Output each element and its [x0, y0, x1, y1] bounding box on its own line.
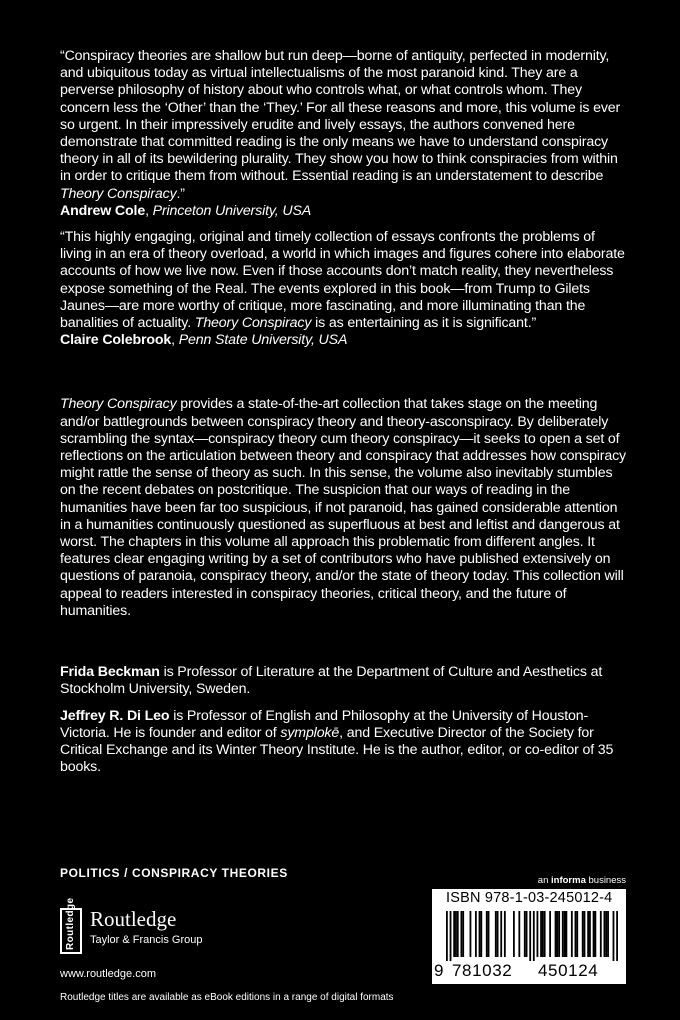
endorser-name: Andrew Cole	[60, 202, 146, 219]
barcode-bar	[457, 911, 459, 957]
barcode-bar	[470, 911, 472, 957]
barcode-bar	[587, 911, 589, 957]
barcode-bar	[607, 911, 609, 957]
barcode-bar	[589, 911, 591, 957]
barcode-bar	[497, 911, 499, 957]
publisher-name: Routledge	[90, 907, 177, 931]
endorser-name: Claire Colebrook	[60, 332, 172, 349]
barcode-bar	[571, 911, 573, 957]
barcode-bar	[446, 911, 448, 961]
barcode-bar	[518, 911, 520, 957]
barcode-bar	[475, 911, 477, 957]
barcode-bar	[555, 911, 557, 957]
ebook-note: Routledge titles are available as eBook editions in a range of digital formats	[60, 992, 394, 1003]
barcode-bar	[450, 911, 452, 961]
barcode-bar	[593, 911, 595, 957]
barcode-bar	[605, 911, 607, 957]
barcode-bar	[613, 911, 615, 961]
barcode-bar	[480, 911, 482, 957]
isbn-barcode: ISBN 978-1-03-245012-4 9 781032 450124	[432, 889, 626, 984]
barcode-bar	[558, 911, 560, 957]
publisher-url[interactable]: www.routledge.com	[60, 968, 156, 980]
barcode-bar	[562, 911, 564, 957]
isbn-label: ISBN 978-1-03-245012-4	[446, 890, 613, 906]
barcode-bar	[556, 911, 558, 957]
barcode-bar	[542, 911, 544, 957]
barcode-bar	[582, 911, 584, 957]
barcode-bar	[462, 911, 464, 957]
barcode-bar	[529, 911, 531, 961]
barcode-bar	[488, 911, 490, 957]
book-description: Theory Conspiracy provides a state-of-the-art collection that takes stage on the meeting and/or battlegrounds between conspiracy theory and theory-asconspiracy. By deliberately scrambling the syntax—conspiracy theory cum theory conspiracy—it seeks to open a set of reflections on the articulation between theory and conspiracy that addresses how conspiracy might rattle the sense of theory as such. In this sense, the volume also inevitably stumbles on the recent debates on postcritique. The suspicion that our ways of reading in the humanities have been far too suspicious, if not paranoid, has gained considerable attention in a humanities continuously questioned as superfluous at best and leftist and dangerous at worst. The chapters in this volume all approach this problematic from different angles. It features clear engaging writing by a set of contributors who have published extensively on questions of paranoia, conspiracy theory, and/or the state of theory today. This collection will appeal to readers interested in conspiracy theories, critical theory, and the future of humanities.	[60, 396, 627, 619]
barcode-bar	[526, 911, 528, 957]
barcode-bar	[453, 911, 455, 957]
barcode-bar	[533, 911, 535, 961]
barcode-bar	[600, 911, 602, 957]
barcode-bar	[564, 911, 566, 957]
publisher-group: Taylor & Francis Group	[90, 934, 203, 946]
endorsement-quote-1: “Conspiracy theories are shallow but run deep—borne of antiquity, perfected in modernity, and ubiquitous today as virtual intellectualisms of the most paranoid kind. They are a perverse philosophy of history about who controls what, or what controls whom. They concern less the ‘Other’ than the ‘They.’ For all these reasons and more, this volume is ever so urgent. In their impressively erudite and lively essays, the authors convened here demonstrate that committed reading is the only means we have to understand conspiracy theory in all of its bewildering plurality. They show you how to think conspiracies from within in order to critique them from without. Essential reading is an understatement to describe Theory Conspiracy.” Andrew Cole, Princeton University, USA	[60, 48, 621, 219]
back-cover-text	[60, 48, 628, 785]
barcode-bar	[544, 911, 546, 957]
barcode-bar	[460, 911, 462, 957]
barcode-bar	[455, 911, 457, 957]
barcode-bar	[576, 911, 578, 957]
endorsement-quote-2: “This highly engaging, original and timely collection of essays confronts the problems of living in an era of theory overload, a world in which images and figures cohere into elaborate accounts of how we live now. Even if those accounts don’t match reality, they nevertheless expose something of the Real. The events explored in this book—from Trump to Gilets Jaunes—are more worthy of critique, more fascinating, and more illuminating than the banalities of actuality. Theory Conspiracy is as entertaining as it is significant.” Claire Colebrook, Penn State University, USA	[60, 229, 625, 349]
author-bio: Jeffrey R. Di Leo is Professor of English and Philosophy at the University of Houston-Victoria. He is founder and editor of symplokē, and Executive Director of the Society for Critical Exchange and its Winter Theory Institute. He is the author, editor, or co-editor of 35 books.	[60, 707, 614, 776]
informa-business-line: an informa business	[537, 875, 626, 886]
routledge-mark-icon: Routledge	[60, 908, 82, 954]
barcode-bar	[524, 911, 526, 957]
barcode-bar	[575, 911, 577, 957]
barcode-bar	[500, 911, 502, 957]
barcode-bar	[479, 911, 481, 957]
barcode-bar	[495, 911, 497, 957]
barcode-bar	[604, 911, 606, 957]
barcode-bar	[616, 911, 618, 961]
endorser-affiliation: Penn State University, USA	[178, 332, 348, 349]
author-bios	[60, 664, 628, 776]
endorser-affiliation: Princeton University, USA	[152, 202, 312, 219]
author-bio: Frida Beckman is Professor of Literature at the Department of Culture and Aesthetics at Stockholm University, Sweden.	[60, 664, 603, 698]
barcode-bar	[549, 911, 551, 957]
barcode-bars	[446, 911, 618, 961]
subject-category: POLITICS / CONSPIRACY THEORIES	[60, 866, 288, 880]
barcode-bar	[565, 911, 567, 957]
barcode-bar	[513, 911, 515, 957]
barcode-bar	[540, 911, 542, 957]
barcode-bar	[584, 911, 586, 957]
barcode-bar	[537, 911, 539, 957]
barcode-bar	[504, 911, 506, 957]
barcode-bar	[486, 911, 488, 957]
barcode-bar	[594, 911, 596, 957]
routledge-logo	[60, 897, 240, 954]
